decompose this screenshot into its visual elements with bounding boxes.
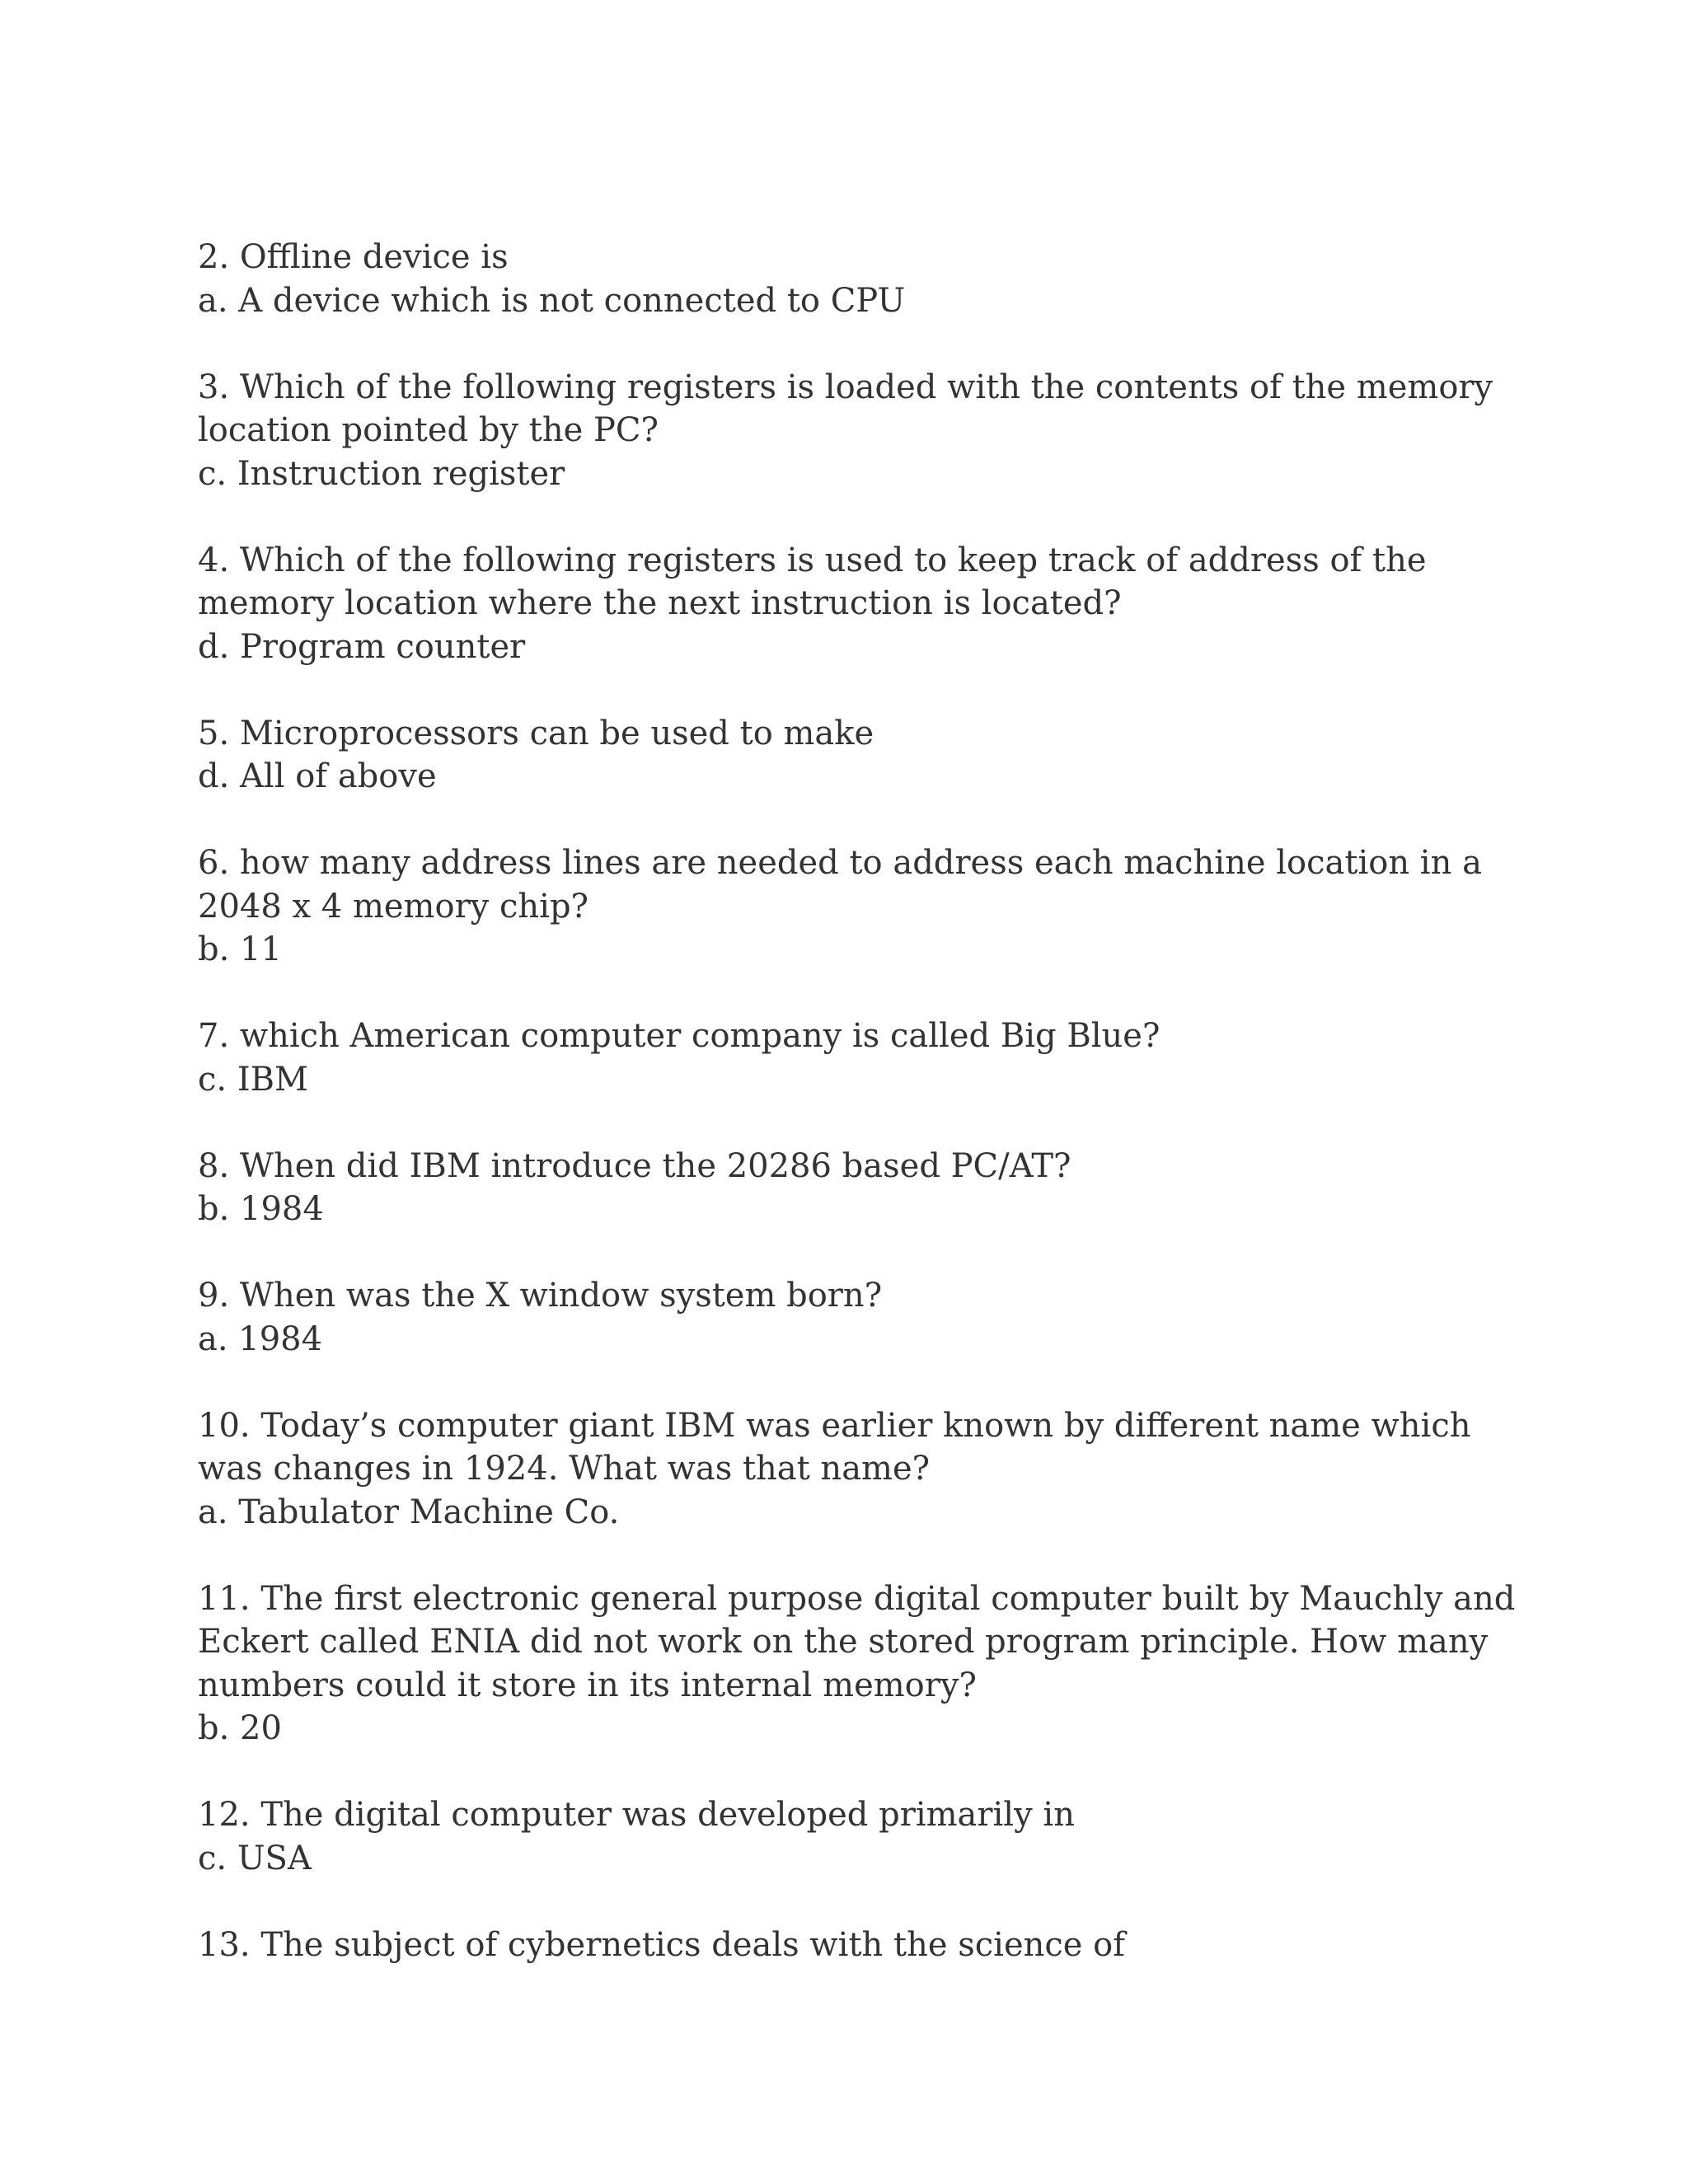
question-text: 2. Offline device is <box>198 238 509 276</box>
answer-text: c. IBM <box>198 1060 308 1099</box>
question-block-8 <box>198 1145 1533 1231</box>
question-text: 12. The digital computer was developed primarily in <box>198 1796 1075 1834</box>
answer-text: b. 1984 <box>198 1190 324 1228</box>
question-text: 8. When did IBM introduce the 20286 based PC/AT? <box>198 1146 1071 1185</box>
answer-text: a. Tabulator Machine Co. <box>198 1493 620 1531</box>
question-block-9 <box>198 1274 1533 1361</box>
answer-text: d. Program counter <box>198 627 526 666</box>
question-text: 9. When was the X window system born? <box>198 1277 883 1315</box>
answer-text: b. 11 <box>198 930 282 968</box>
question-block-13 <box>198 1924 1533 1967</box>
question-text: 3. Which of the following registers is loaded with the contents of the memory location pointed by the PC? <box>198 368 1493 449</box>
question-text: 7. which American computer company is called Big Blue? <box>198 1017 1160 1055</box>
question-text: 13. The subject of cybernetics deals with the science of <box>198 1925 1126 1964</box>
question-text: 10. Today’s computer giant IBM was earlier known by different name which was changes in 1924. What was that name? <box>198 1406 1471 1488</box>
answer-text: a. 1984 <box>198 1319 323 1358</box>
question-block-5 <box>198 712 1533 799</box>
question-block-6 <box>198 841 1533 972</box>
question-block-11 <box>198 1577 1533 1750</box>
question-block-7 <box>198 1015 1533 1101</box>
document-page <box>198 236 1533 2010</box>
question-block-4 <box>198 539 1533 669</box>
answer-text: d. All of above <box>198 757 437 795</box>
question-block-2 <box>198 236 1533 322</box>
question-block-3 <box>198 366 1533 496</box>
question-text: 4. Which of the following registers is used to keep track of address of the memory location where the next instruction is located? <box>198 541 1427 622</box>
question-text: 5. Microprocessors can be used to make <box>198 714 874 752</box>
answer-text: b. 20 <box>198 1709 282 1747</box>
question-block-10 <box>198 1404 1533 1535</box>
question-block-12 <box>198 1793 1533 1880</box>
answer-text: a. A device which is not connected to CPU <box>198 281 906 320</box>
question-text: 11. The first electronic general purpose digital computer built by Mauchly and Eckert called ENIA did not work on the stored program principle. How many numbers could it store in its internal memory? <box>198 1579 1516 1704</box>
question-text: 6. how many address lines are needed to address each machine location in a 2048 x 4 memory chip? <box>198 844 1482 926</box>
answer-text: c. Instruction register <box>198 454 565 493</box>
answer-text: c. USA <box>198 1839 312 1877</box>
